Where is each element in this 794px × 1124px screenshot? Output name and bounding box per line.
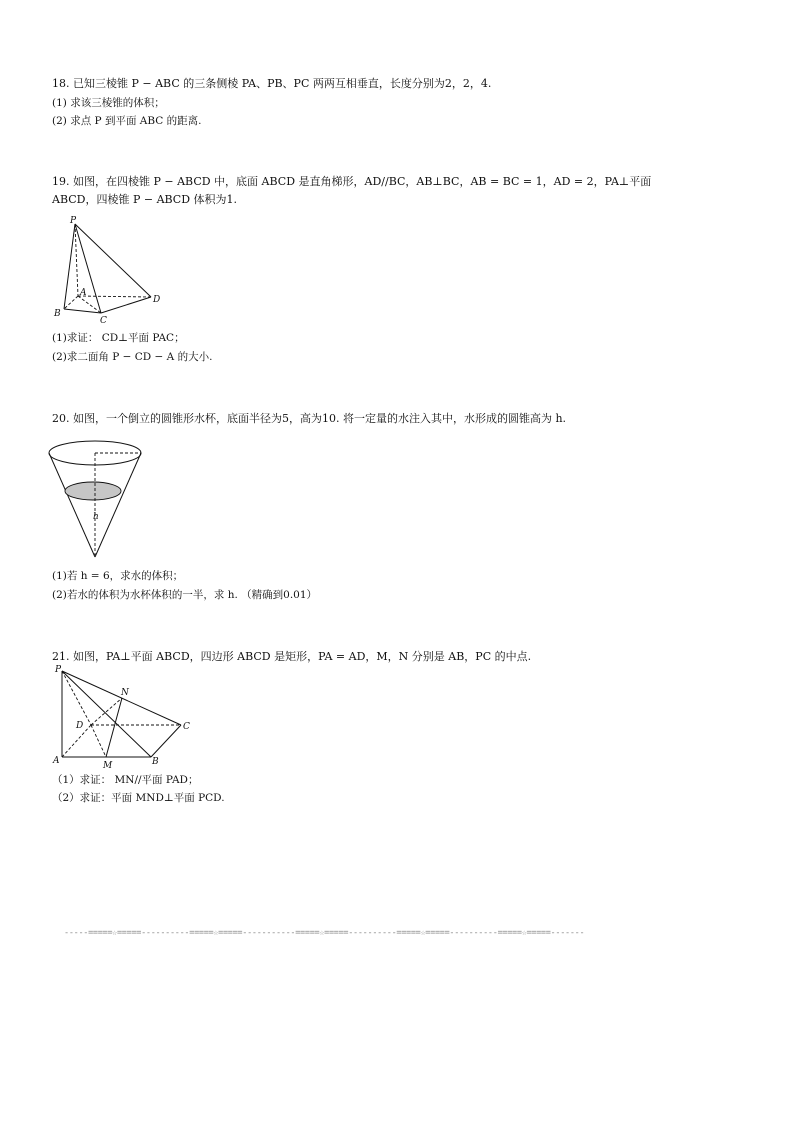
page-divider: -----=====☆=====----------=====☆=====-----------=====☆=====----------=====☆=====----------=====☆=====------- bbox=[64, 928, 585, 938]
edge-PB bbox=[62, 671, 151, 757]
edge-BC bbox=[151, 725, 181, 757]
problem-18-stem: 18. 已知三棱锥 P − ABC 的三条侧棱 PA、PB、PC 两两互相垂直，长度分别为2，2，4. bbox=[52, 77, 492, 90]
edge-PD-hidden bbox=[62, 671, 91, 725]
problem-20-stem: 20. 如图，一个倒立的圆锥形水杯，底面半径为5，高为10. 将一定量的水注入其中，水形成的圆锥高为 h. bbox=[52, 412, 567, 425]
problem-19-part-2: (2)求二面角 P − CD − A 的大小. bbox=[52, 351, 213, 363]
label-B: B bbox=[152, 757, 159, 767]
edge-PC bbox=[75, 224, 101, 313]
label-D: D bbox=[153, 295, 161, 305]
label-D: D bbox=[76, 721, 84, 731]
edge-AD-hidden bbox=[78, 296, 151, 297]
edge-BC bbox=[64, 309, 101, 313]
cone-cup-figure bbox=[46, 432, 146, 562]
cone-right-side bbox=[95, 453, 141, 557]
edge-PA-hidden bbox=[75, 224, 78, 296]
segment-DM-hidden bbox=[91, 725, 106, 757]
problem-19-stem-line-2: ABCD，四棱锥 P − ABCD 体积为1. bbox=[52, 193, 238, 206]
problem-21-part-1: （1）求证： MN//平面 PAD； bbox=[52, 774, 199, 786]
edge-PD bbox=[75, 224, 151, 297]
label-N: N bbox=[121, 688, 129, 698]
label-A: A bbox=[53, 756, 60, 766]
pyramid-figure bbox=[48, 212, 178, 327]
label-P: P bbox=[55, 665, 62, 675]
edge-PB bbox=[64, 224, 75, 309]
label-C: C bbox=[183, 722, 190, 732]
problem-21-part-2: （2）求证：平面 MND⊥平面 PCD. bbox=[52, 792, 225, 804]
label-h: h bbox=[93, 512, 99, 522]
problem-19-part-1: (1)求证： CD⊥平面 PAC； bbox=[52, 332, 185, 344]
water-surface bbox=[65, 482, 121, 500]
label-B: B bbox=[54, 309, 61, 319]
cone-left-side bbox=[49, 453, 95, 557]
label-P: P bbox=[70, 216, 77, 226]
problem-20-part-1: (1)若 h = 6，求水的体积； bbox=[52, 570, 184, 582]
problem-21-stem: 21. 如图，PA⊥平面 ABCD，四边形 ABCD 是矩形，PA = AD，M，N 分别是 AB，PC 的中点. bbox=[52, 650, 532, 663]
problem-18-part-2: (2) 求点 P 到平面 ABC 的距离. bbox=[52, 115, 202, 127]
edge-CD bbox=[101, 297, 151, 313]
problem-20-part-2: (2)若水的体积为水杯体积的一半，求 h. （精确到0.01） bbox=[52, 589, 318, 601]
segment-DN-hidden bbox=[91, 698, 122, 725]
label-M: M bbox=[103, 761, 113, 771]
label-A: A bbox=[80, 288, 87, 298]
problem-18-part-1: (1) 求该三棱锥的体积； bbox=[52, 97, 165, 109]
problem-19-stem-line-1: 19. 如图，在四棱锥 P − ABCD 中，底面 ABCD 是直角梯形，AD//BC，AB⊥BC，AB = BC = 1，AD = 2，PA⊥平面 bbox=[52, 175, 652, 188]
label-C: C bbox=[100, 316, 107, 326]
rectangle-pyramid-figure bbox=[50, 664, 200, 772]
segment-MN bbox=[106, 698, 122, 757]
edge-AB-hidden bbox=[64, 296, 78, 309]
